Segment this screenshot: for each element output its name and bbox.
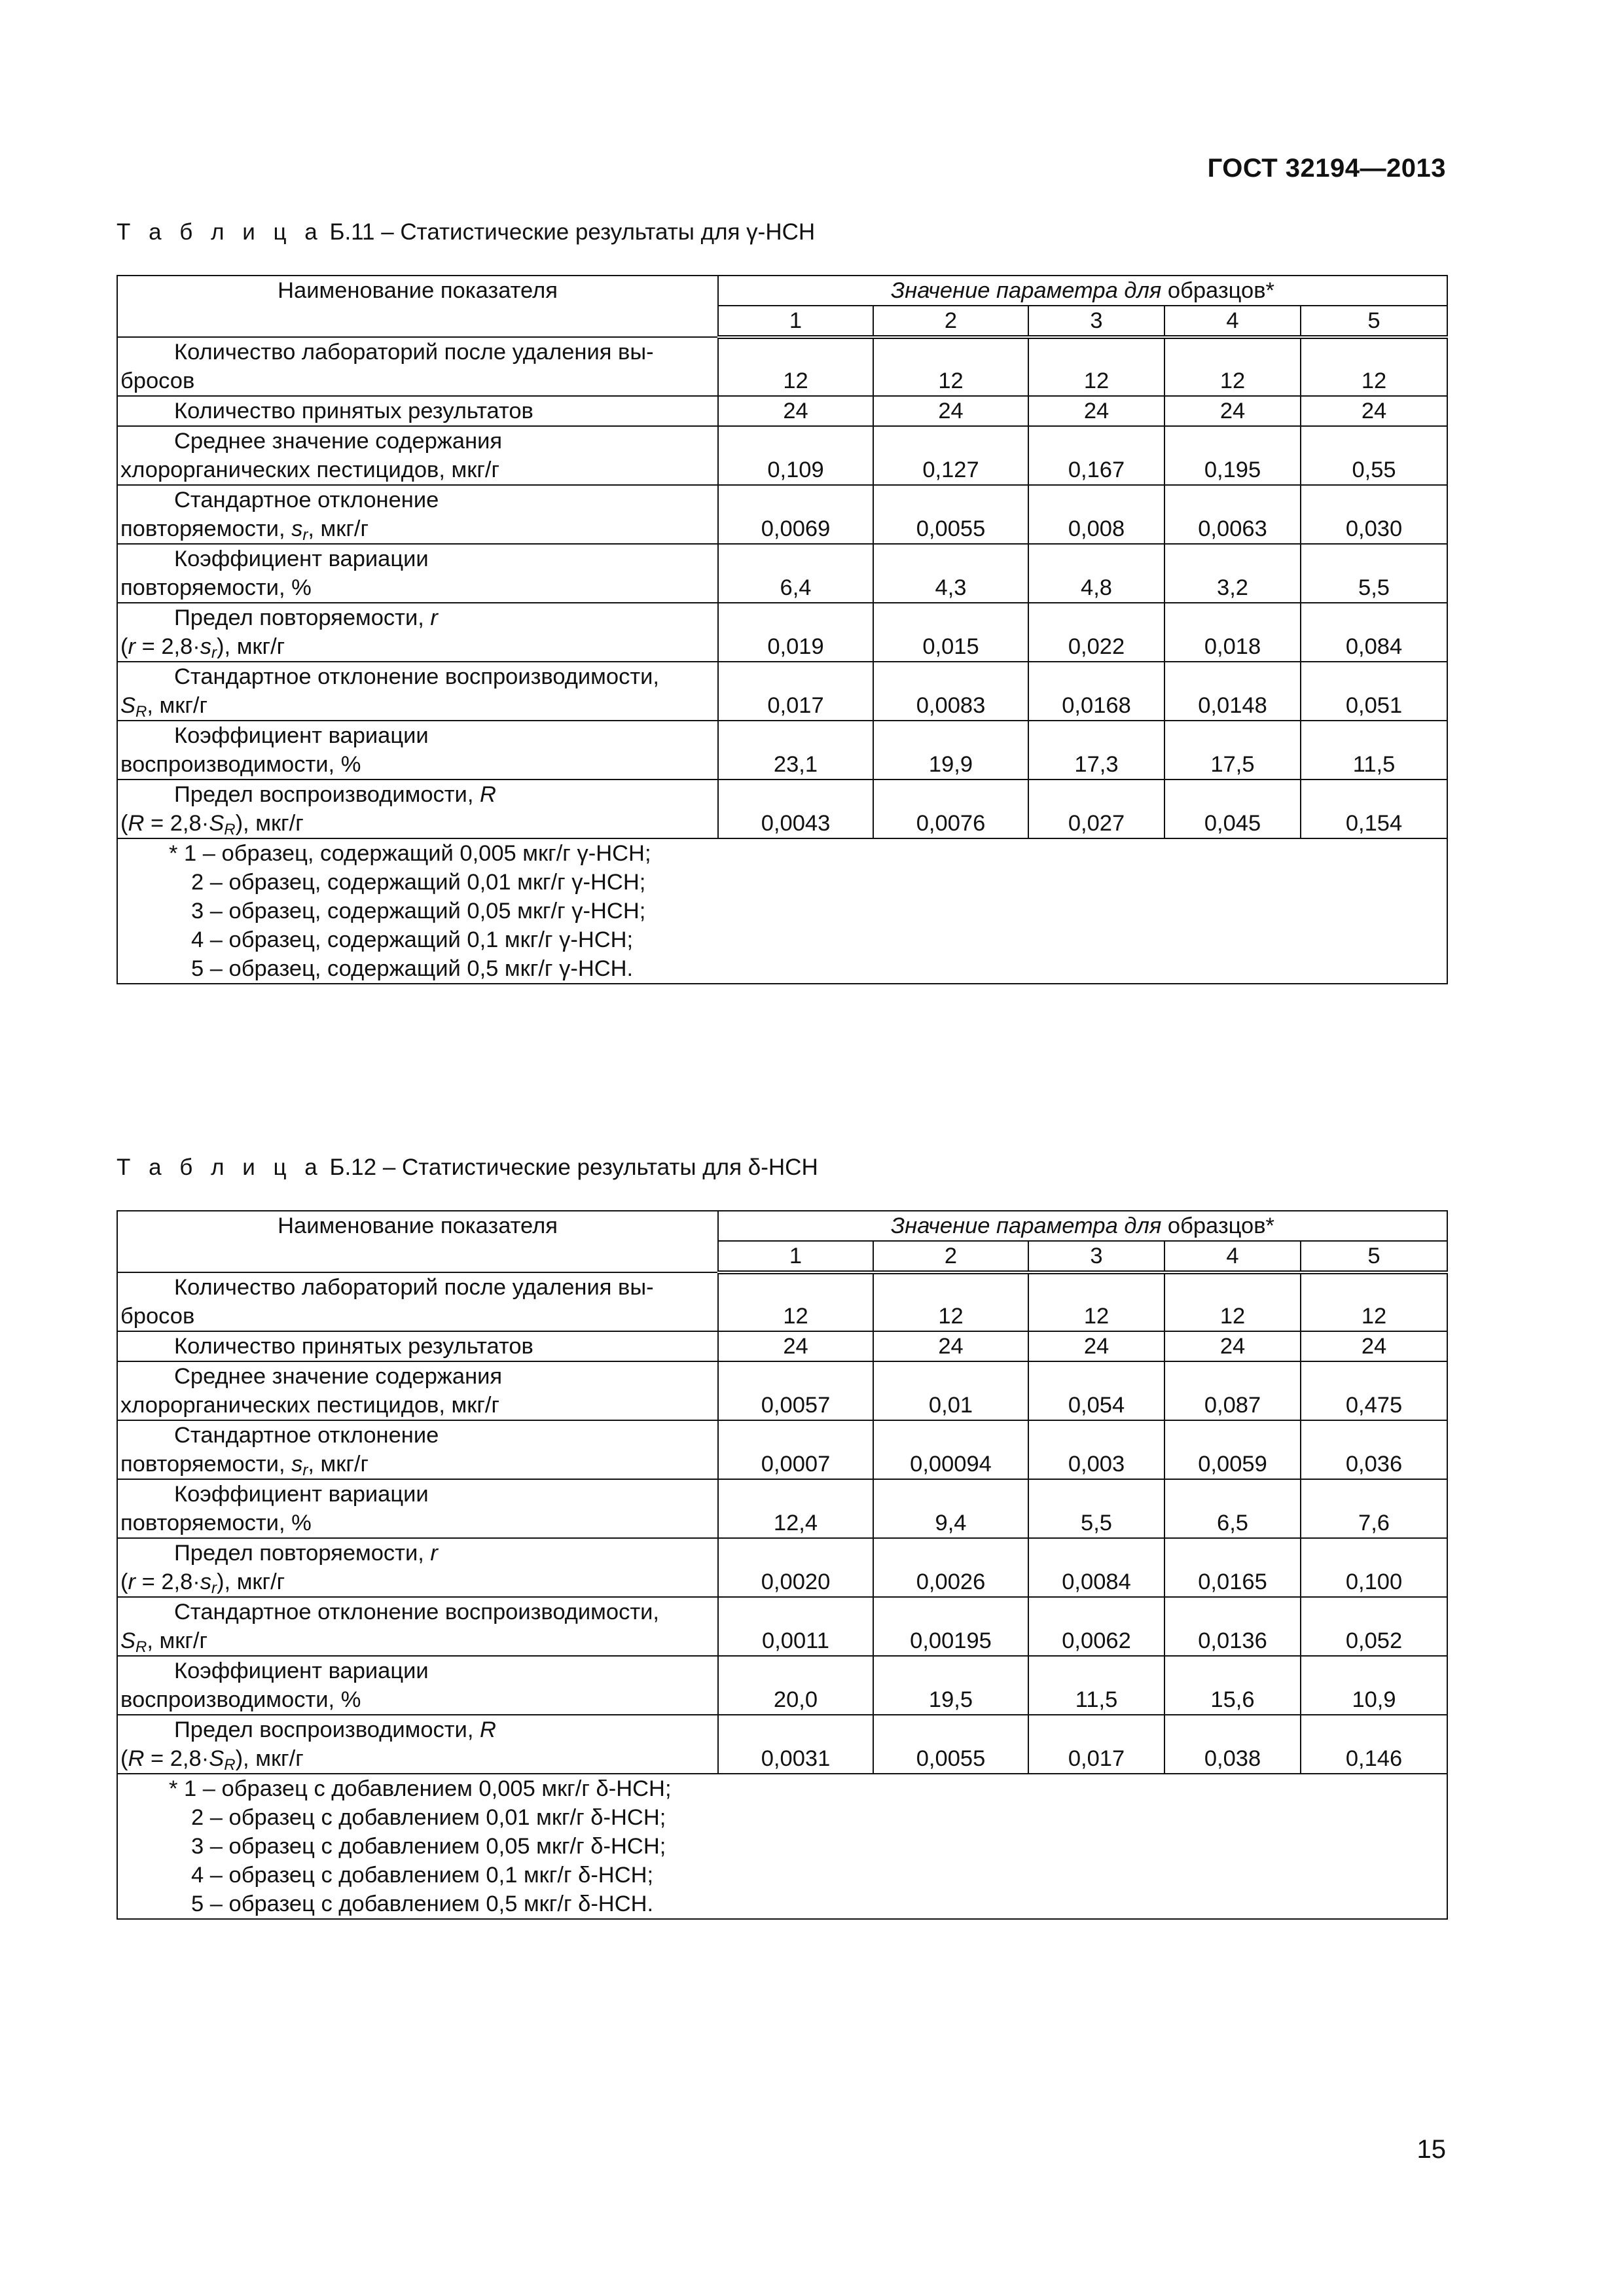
table-cell: 24	[1164, 1331, 1301, 1361]
table-cell: 19,5	[873, 1656, 1028, 1715]
table-cell: 0,0020	[718, 1538, 873, 1597]
statistics-table	[117, 1210, 1448, 1920]
table-cell: 24	[1164, 396, 1301, 426]
sample-header: 4	[1164, 306, 1301, 337]
table-cell: 0,015	[873, 603, 1028, 662]
table-row	[117, 1361, 1447, 1420]
table-cell: 0,0059	[1164, 1420, 1301, 1479]
table-cell: 0,052	[1301, 1597, 1447, 1656]
sample-header: 1	[718, 306, 873, 337]
table-row	[117, 1538, 1447, 1597]
row-label: Стандартное отклонение воспроизводимости, $S_R$, мкг/г	[117, 1597, 718, 1656]
table-cell: 0,027	[1028, 780, 1164, 838]
table-row	[117, 1479, 1447, 1538]
table-cell: 24	[1301, 1331, 1447, 1361]
table-row	[117, 485, 1447, 544]
table-cell: 0,0076	[873, 780, 1028, 838]
table-caption-label: Т а б л и ц а	[117, 219, 323, 245]
table-cell: 12	[1164, 1272, 1301, 1331]
table-cell: 0,0057	[718, 1361, 873, 1420]
footnote-line: 4 – образец с добавлением 0,1 мкг/г δ-НСН;	[191, 1863, 654, 1888]
row-label: Предел повторяемости, r $(r = 2,8\cdot s_r)$, мкг/г	[117, 1538, 718, 1597]
table-caption	[117, 1155, 818, 1181]
table-cell: 0,195	[1164, 426, 1301, 485]
table-cell: 0,109	[718, 426, 873, 485]
table-cell: 0,018	[1164, 603, 1301, 662]
table-cell: 12	[1301, 337, 1447, 396]
table-cell: 0,0026	[873, 1538, 1028, 1597]
column-header-group-plain: образцов*	[1161, 1213, 1274, 1238]
table-cell: 0,0062	[1028, 1597, 1164, 1656]
table-footnote-row	[117, 838, 1447, 984]
table-cell: 6,4	[718, 544, 873, 603]
row-label: Количество лабораторий после удаления вы- бросов	[117, 1272, 718, 1331]
footnote-line: 3 – образец, содержащий 0,05 мкг/г γ-НСН;	[191, 899, 646, 924]
table-cell: 0,022	[1028, 603, 1164, 662]
row-label: Коэффициент вариации повторяемости, %	[117, 544, 718, 603]
table-row	[117, 780, 1447, 838]
table-cell: 12	[718, 1272, 873, 1331]
table-row	[117, 337, 1447, 396]
table-cell: 5,5	[1028, 1479, 1164, 1538]
table-cell: 24	[873, 396, 1028, 426]
column-header-group	[718, 276, 1447, 306]
table-caption	[117, 219, 815, 245]
table-cell: 0,0031	[718, 1715, 873, 1774]
table-cell: 20,0	[718, 1656, 873, 1715]
table-header-row	[117, 276, 1447, 306]
table-cell: 0,146	[1301, 1715, 1447, 1774]
page-number: 15	[1416, 2135, 1446, 2164]
table-cell: 9,4	[873, 1479, 1028, 1538]
table-cell: 0,0083	[873, 662, 1028, 721]
table-cell: 0,0055	[873, 485, 1028, 544]
table-cell: 4,3	[873, 544, 1028, 603]
table-cell: 3,2	[1164, 544, 1301, 603]
row-label: Предел воспроизводимости, R $(R = 2,8\cdot S_R)$, мкг/г	[117, 1715, 718, 1774]
table-cell: 0,0165	[1164, 1538, 1301, 1597]
table-row	[117, 396, 1447, 426]
table-cell: 0,017	[1028, 1715, 1164, 1774]
row-label: Стандартное отклонение повторяемости, $s_r$, мкг/г	[117, 485, 718, 544]
table-cell: 12	[1301, 1272, 1447, 1331]
table-cell: 0,01	[873, 1361, 1028, 1420]
table-cell: 5,5	[1301, 544, 1447, 603]
table-cell: 24	[1028, 1331, 1164, 1361]
table-cell: 0,55	[1301, 426, 1447, 485]
table-cell: 0,0148	[1164, 662, 1301, 721]
table-cell: 0,154	[1301, 780, 1447, 838]
sample-header: 3	[1028, 306, 1164, 337]
table-cell: 12	[718, 337, 873, 396]
table-cell: 23,1	[718, 721, 873, 780]
column-header-group-italic: Значение параметра для	[891, 1213, 1162, 1238]
table-cell: 0,045	[1164, 780, 1301, 838]
sample-header: 5	[1301, 306, 1447, 337]
table-caption-text: Б.12 – Статистические результаты для δ-НСН	[329, 1155, 818, 1180]
table-cell: 0,0063	[1164, 485, 1301, 544]
sample-header: 1	[718, 1241, 873, 1272]
row-label: Коэффициент вариации повторяемости, %	[117, 1479, 718, 1538]
table-cell: 0,0011	[718, 1597, 873, 1656]
table-row	[117, 1597, 1447, 1656]
table-cell: 24	[1028, 396, 1164, 426]
table-cell: 24	[873, 1331, 1028, 1361]
table-cell: 0,054	[1028, 1361, 1164, 1420]
table-cell: 0,475	[1301, 1361, 1447, 1420]
table-cell: 0,0084	[1028, 1538, 1164, 1597]
footnote-line: 2 – образец с добавлением 0,01 мкг/г δ-НСН;	[191, 1805, 666, 1830]
statistics-table	[117, 275, 1448, 984]
sample-header: 2	[873, 306, 1028, 337]
table-row	[117, 721, 1447, 780]
row-label: Среднее значение содержания хлорорганических пестицидов, мкг/г	[117, 1361, 718, 1420]
table-cell: 0,0007	[718, 1420, 873, 1479]
row-label: Коэффициент вариации воспроизводимости, %	[117, 1656, 718, 1715]
row-label: Количество принятых результатов	[117, 1331, 718, 1361]
table-cell: 12	[873, 1272, 1028, 1331]
table-cell: 12	[1164, 337, 1301, 396]
table-cell: 0,167	[1028, 426, 1164, 485]
table-cell: 0,038	[1164, 1715, 1301, 1774]
footnote-line: * 1 – образец, содержащий 0,005 мкг/г γ-НСН;	[169, 841, 651, 866]
document-code: ГОСТ 32194—2013	[1207, 154, 1446, 183]
sample-header: 2	[873, 1241, 1028, 1272]
table-cell: 0,0069	[718, 485, 873, 544]
table-caption-label: Т а б л и ц а	[117, 1155, 323, 1180]
table-caption-text: Б.11 – Статистические результаты для γ-НСН	[329, 219, 816, 245]
table-cell: 0,087	[1164, 1361, 1301, 1420]
table-cell: 15,6	[1164, 1656, 1301, 1715]
row-label: Количество лабораторий после удаления вы- бросов	[117, 337, 718, 396]
table-row	[117, 1272, 1447, 1331]
table-cell: 0,0043	[718, 780, 873, 838]
table-cell: 0,100	[1301, 1538, 1447, 1597]
table-cell: 6,5	[1164, 1479, 1301, 1538]
footnote-line: 2 – образец, содержащий 0,01 мкг/г γ-НСН;	[191, 870, 646, 895]
table-cell: 11,5	[1301, 721, 1447, 780]
row-label: Стандартное отклонение повторяемости, $s_r$, мкг/г	[117, 1420, 718, 1479]
table-cell: 0,051	[1301, 662, 1447, 721]
table-cell: 10,9	[1301, 1656, 1447, 1715]
footnote-line: 3 – образец с добавлением 0,05 мкг/г δ-НСН;	[191, 1834, 666, 1859]
table-row	[117, 662, 1447, 721]
table-cell: 4,8	[1028, 544, 1164, 603]
table-cell: 17,3	[1028, 721, 1164, 780]
table-row	[117, 426, 1447, 485]
table-row	[117, 1420, 1447, 1479]
table-cell: 0,084	[1301, 603, 1447, 662]
table-row	[117, 544, 1447, 603]
table-footnote	[117, 838, 1447, 984]
row-label: Предел повторяемости, r $(r = 2,8\cdot s_r)$, мкг/г	[117, 603, 718, 662]
table-cell: 0,030	[1301, 485, 1447, 544]
table-cell: 12	[1028, 337, 1164, 396]
table-cell: 24	[1301, 396, 1447, 426]
footnote-line: * 1 – образец с добавлением 0,005 мкг/г δ-НСН;	[169, 1776, 672, 1801]
table-row	[117, 603, 1447, 662]
column-header-group	[718, 1211, 1447, 1241]
sample-header: 5	[1301, 1241, 1447, 1272]
column-header-group-italic: Значение параметра для	[891, 278, 1162, 303]
column-header-group-plain: образцов*	[1161, 278, 1274, 303]
table-cell: 0,127	[873, 426, 1028, 485]
table-footnote-row	[117, 1774, 1447, 1919]
table-cell: 17,5	[1164, 721, 1301, 780]
table-cell: 0,0168	[1028, 662, 1164, 721]
column-header-name: Наименование показателя	[117, 1211, 718, 1272]
row-label: Коэффициент вариации воспроизводимости, %	[117, 721, 718, 780]
table-footnote	[117, 1774, 1447, 1919]
table-cell: 24	[718, 396, 873, 426]
table-cell: 12	[1028, 1272, 1164, 1331]
footnote-line: 5 – образец, содержащий 0,5 мкг/г γ-НСН.	[191, 956, 634, 981]
sample-header: 4	[1164, 1241, 1301, 1272]
table-cell: 0,019	[718, 603, 873, 662]
column-header-name: Наименование показателя	[117, 276, 718, 337]
table-cell: 12	[873, 337, 1028, 396]
table-cell: 0,017	[718, 662, 873, 721]
sample-header: 3	[1028, 1241, 1164, 1272]
table-header-row	[117, 1211, 1447, 1241]
row-label: Количество принятых результатов	[117, 396, 718, 426]
table-cell: 0,0055	[873, 1715, 1028, 1774]
row-label: Предел воспроизводимости, R $(R = 2,8\cdot S_R)$, мкг/г	[117, 780, 718, 838]
footnote-line: 4 – образец, содержащий 0,1 мкг/г γ-НСН;	[191, 927, 634, 952]
row-label: Стандартное отклонение воспроизводимости, $S_R$, мкг/г	[117, 662, 718, 721]
table-cell: 12,4	[718, 1479, 873, 1538]
table-cell: 11,5	[1028, 1656, 1164, 1715]
table-cell: 0,003	[1028, 1420, 1164, 1479]
table-cell: 0,00195	[873, 1597, 1028, 1656]
table-row	[117, 1715, 1447, 1774]
table-cell: 19,9	[873, 721, 1028, 780]
row-label: Среднее значение содержания хлорорганических пестицидов, мкг/г	[117, 426, 718, 485]
table-row	[117, 1656, 1447, 1715]
table-cell: 0,008	[1028, 485, 1164, 544]
table-cell: 0,0136	[1164, 1597, 1301, 1656]
footnote-line: 5 – образец с добавлением 0,5 мкг/г δ-НСН.	[191, 1892, 654, 1916]
table-cell: 7,6	[1301, 1479, 1447, 1538]
table-cell: 0,036	[1301, 1420, 1447, 1479]
table-cell: 24	[718, 1331, 873, 1361]
table-row	[117, 1331, 1447, 1361]
table-cell: 0,00094	[873, 1420, 1028, 1479]
